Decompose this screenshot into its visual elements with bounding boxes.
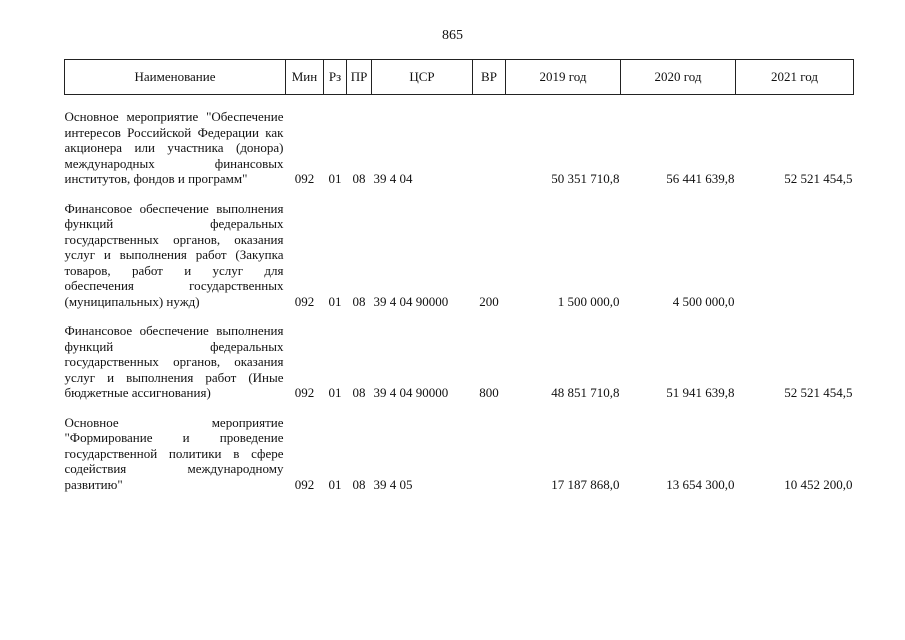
- row-vr: 800: [479, 385, 499, 400]
- row-2019: 1 500 000,0: [557, 293, 620, 309]
- header-row: [65, 60, 854, 95]
- header-rz: Рз: [324, 60, 347, 95]
- row-name: Финансовое обеспечение выполнения функций федеральных государственных органов, оказания услуг и выполнения работ (Закупка товаров, работ и услуг для обеспечения государственных (муниципальных) нужд): [64, 200, 284, 309]
- row-min: 092: [294, 171, 315, 186]
- row-csr: 39 4 04 90000: [373, 293, 449, 309]
- table-row: [65, 109, 854, 187]
- row-vr: [473, 415, 506, 493]
- row-min: 092: [294, 476, 315, 492]
- row-rz: 01: [328, 171, 342, 186]
- row-2020: 56 441 639,8: [666, 171, 735, 186]
- row-2021: 10 452 200,0: [784, 476, 853, 492]
- row-2021: [736, 201, 854, 310]
- row-2019: 50 351 710,8: [551, 171, 620, 186]
- header-2020: 2020 год: [621, 60, 736, 95]
- row-2021: 52 521 454,5: [784, 385, 853, 400]
- row-name: Финансовое обеспечение выполнения функций федеральных государственных органов, оказания услуг и выполнения работ (Иные бюджетные ассигнования): [64, 323, 284, 400]
- table-row: [65, 415, 854, 493]
- row-2020: 51 941 639,8: [666, 385, 735, 400]
- header-csr: ЦСР: [372, 60, 473, 95]
- row-2021: 52 521 454,5: [784, 171, 853, 186]
- row-2020: 4 500 000,0: [672, 293, 735, 309]
- row-min: 092: [294, 385, 315, 400]
- table-row: [65, 323, 854, 401]
- row-min: 092: [294, 293, 315, 309]
- row-pr: 08: [352, 171, 366, 186]
- row-vr: [473, 109, 506, 187]
- row-pr: 08: [352, 385, 366, 400]
- row-csr: 39 4 04 90000: [373, 385, 449, 400]
- row-2019: 17 187 868,0: [551, 476, 620, 492]
- header-2019: 2019 год: [506, 60, 621, 95]
- budget-table: [64, 59, 854, 492]
- header-vr: ВР: [473, 60, 506, 95]
- row-name: Основное мероприятие "Формирование и проведение государственной политики в сфере содействия международному развитию": [64, 414, 284, 492]
- row-pr: 08: [352, 293, 366, 309]
- header-pr: ПР: [347, 60, 372, 95]
- row-csr: 39 4 04: [373, 171, 413, 186]
- table-row: [65, 201, 854, 310]
- row-rz: 01: [328, 385, 342, 400]
- header-name: Наименование: [65, 60, 286, 95]
- row-rz: 01: [328, 476, 342, 492]
- row-vr: 200: [479, 293, 499, 309]
- row-pr: 08: [352, 476, 366, 492]
- row-2020: 13 654 300,0: [666, 476, 735, 492]
- page-number: 865: [442, 28, 463, 43]
- row-2019: 48 851 710,8: [551, 385, 620, 400]
- header-min: Мин: [286, 60, 324, 95]
- header-2021: 2021 год: [736, 60, 854, 95]
- row-rz: 01: [328, 293, 342, 309]
- row-name: Основное мероприятие "Обеспечение интересов Российской Федерации как акционера или участника (донора) международных финансовых институтов, фондов и программ": [64, 109, 284, 186]
- row-csr: 39 4 05: [373, 476, 413, 492]
